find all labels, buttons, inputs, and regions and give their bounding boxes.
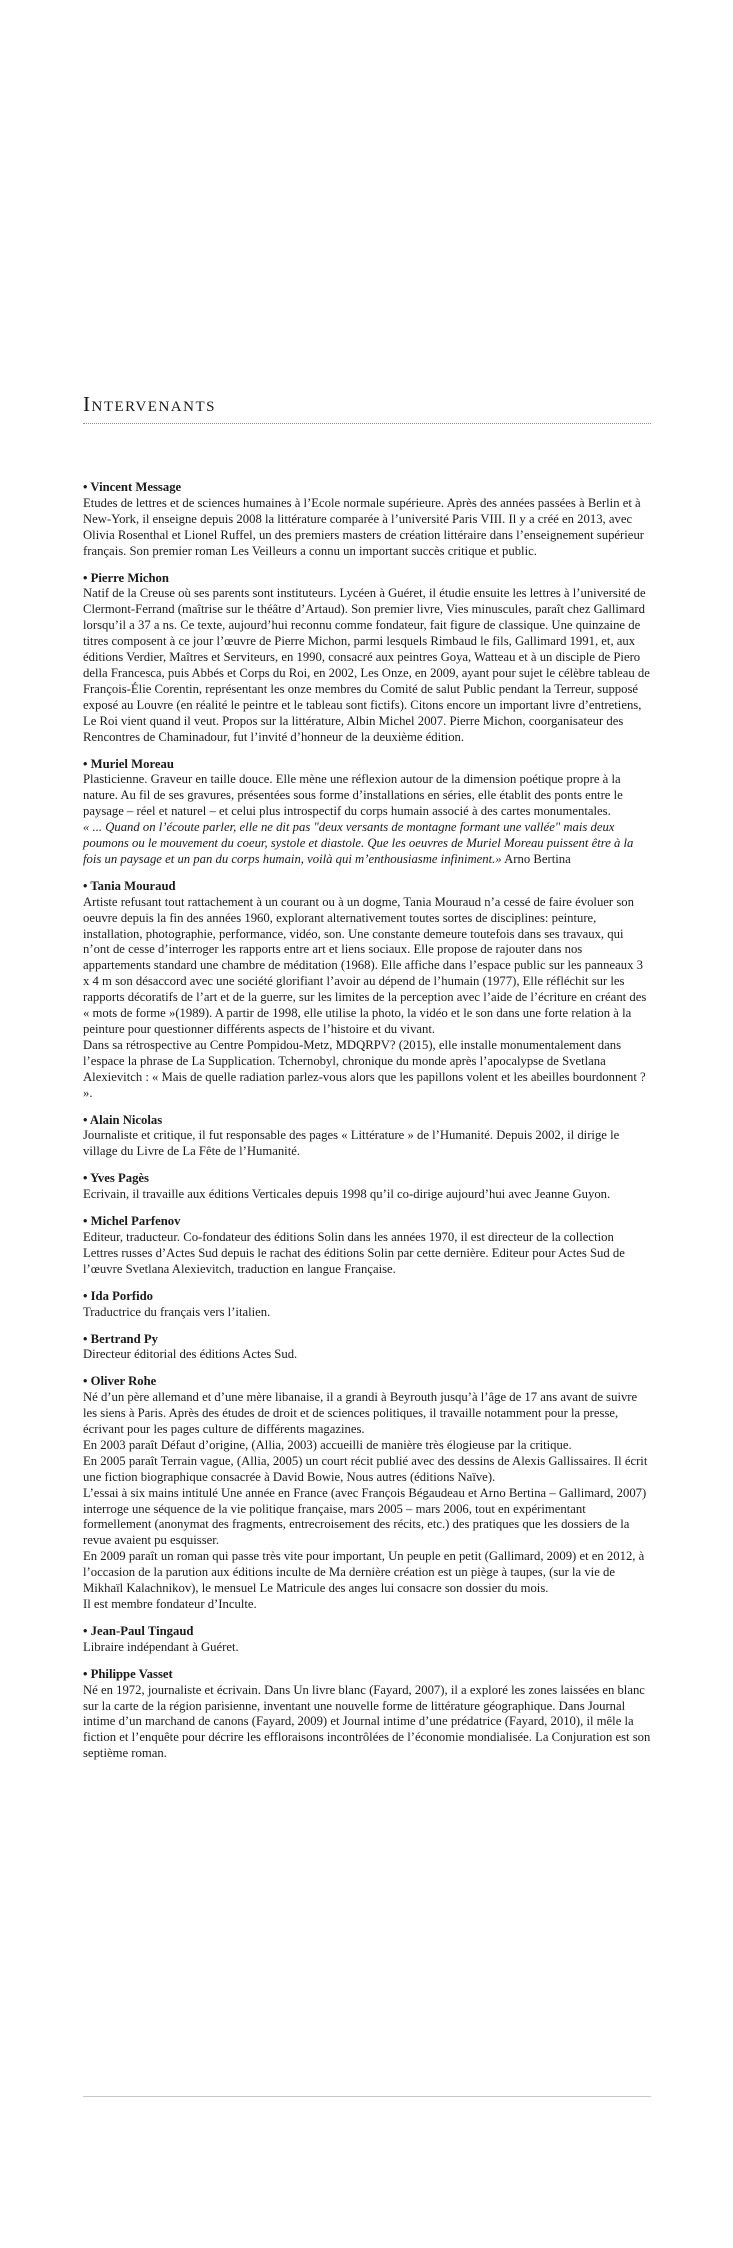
speaker-entry	[83, 1171, 651, 1203]
speaker-entry	[83, 1332, 651, 1364]
speaker-name: • Pierre Michon	[83, 570, 169, 585]
speaker-entry	[83, 480, 651, 560]
speaker-bio: Natif de la Creuse où ses parents sont instituteurs. Lycéen à Guéret, il étudie ensuite les lettres à l’université de Clermont-Ferrand (maîtrise sur le théâtre d’Artaud). Son premier livre, Vies minuscules, paraît chez Gallimard lorsqu’il a 37 a ns. Ce texte, aujourd’hui reconnu comme fondateur, fait figure de classique. Une quinzaine de titres composent à ce jour l’œuvre de Pierre Michon, parmi lesquels Rimbaud le fils, Gallimard 1991, et, aux éditions Verdier, Maîtres et Serviteurs, en 1990, consacré aux peintres Goya, Watteau et à un disciple de Piero della Francesca, puis Abbés et Corps du Roi, en 2002, Les Onze, en 2009, ayant pour sujet le célèbre tableau de François-Élie Corentin, représentant les onze membres du Comité de salut Public pendant la Terreur, supposé exposé au Louvre (en réalité le peintre et le tableau sont fictifs). Citons encore un important livre d’entretiens, Le Roi vient quand il veut. Propos sur la littérature, Albin Michel 2007. Pierre Michon, coorganisateur des Rencontres de Chaminadour, fut l’invité d’honneur de la deuxième édition.	[83, 586, 650, 744]
speaker-name: • Oliver Rohe	[83, 1374, 157, 1389]
speaker-bio: L’essai à six mains intitulé Une année en France (avec François Bégaudeau et Arno Bertina – Gallimard, 2007) interroge une séquence de la vie politique française, mars 2005 – mars 2006, tout en expérimentant formellement (anonymat des fragments, entrecroisement des récits, etc.) des pratiques que les dossiers de la revue avaient pu esquisser.	[83, 1485, 647, 1548]
speaker-bio: En 2005 paraît Terrain vague, (Allia, 2005) un court récit publié avec des dessins de Alexis Gallissaires. Il écrit une fiction biographique consacrée à David Bowie, Nous autres (éditions Naïve).	[83, 1453, 648, 1484]
speaker-bio: Ecrivain, il travaille aux éditions Verticales depuis 1998 qu’il co-dirige aujourd’hui avec Jeanne Guyon.	[83, 1187, 611, 1202]
speaker-name: • Alain Nicolas	[83, 1112, 163, 1127]
speaker-bio: En 2003 paraît Défaut d’origine, (Allia, 2003) accueilli de manière très élogieuse par la critique.	[83, 1437, 572, 1452]
speaker-name: • Yves Pagès	[83, 1171, 149, 1186]
speaker-bio: Etudes de lettres et de sciences humaines à l’Ecole normale supérieure. Après des années passées à Berlin et à New-York, il enseigne depuis 2008 la littérature comparée à l’université Paris VIII. Il y a créé en 2013, avec Olivia Rosenthal et Lionel Ruffel, un des premiers masters de création littéraire dans l’enseignement supérieur français. Son premier roman Les Veilleurs a connu un important succès critique et public.	[83, 495, 645, 558]
speaker-bio: Né en 1972, journaliste et écrivain. Dans Un livre blanc (Fayard, 2007), il a exploré les zones laissées en blanc sur la carte de la région parisienne, inventant une nouvelle forme de littérature géographique. Dans Journal intime d’un marchand de canons (Fayard, 2009) et Journal intime d’une prédatrice (Fayard, 2010), il mêle la fiction et l’enquête pour décrire les effloraisons incontrôlées de l’économie mondialisée. La Conjuration est son septième roman.	[83, 1682, 651, 1761]
speaker-entry	[83, 879, 651, 1102]
speakers-list	[83, 480, 651, 1773]
speaker-bio: Directeur éditorial des éditions Actes Sud.	[83, 1347, 298, 1362]
speaker-bio: Traductrice du français vers l’italien.	[83, 1304, 271, 1319]
speaker-name: • Philippe Vasset	[83, 1666, 173, 1681]
speaker-bio: Dans sa rétrospective au Centre Pompidou-Metz, MDQRPV? (2015), elle installe monumentalement dans l’espace la phrase de La Supplication. Tchernobyl, chronique du monde après l’apocalypse de Svetlana Alexievitch : « Mais de quelle radiation parlez-vous alors que les papillons volent et les abeilles bourdonnent ? ».	[83, 1037, 646, 1100]
speaker-entry	[83, 1113, 651, 1161]
speaker-entry	[83, 571, 651, 746]
speaker-entry	[83, 1289, 651, 1321]
speaker-bio: Plasticienne. Graveur en taille douce. Elle mène une réflexion autour de la dimension poétique propre à la nature. Au fil de ses gravures, présentées sous forme d’installations en séries, elle établit des ponts entre le paysage – réel et naturel – et celui plus introspectif du corps humain associé à des cartes monumentales.	[83, 772, 623, 819]
speaker-entry	[83, 1214, 651, 1278]
speaker-name: • Tania Mouraud	[83, 878, 176, 893]
speaker-entry	[83, 1624, 651, 1656]
speaker-bio: Il est membre fondateur d’Inculte.	[83, 1597, 257, 1611]
speaker-name: • Vincent Message	[83, 480, 182, 494]
speaker-name: • Muriel Moreau	[83, 756, 174, 771]
quote-author: Arno Bertina	[501, 851, 571, 866]
speaker-bio: Journaliste et critique, il fut responsable des pages « Littérature » de l’Humanité. Depuis 2002, il dirige le village du Livre de La Fête de l’Humanité.	[83, 1128, 620, 1159]
speaker-name: • Ida Porfido	[83, 1288, 153, 1303]
speaker-bio: Editeur, traducteur. Co-fondateur des éditions Solin dans les années 1970, il est directeur de la collection Lettres russes d’Actes Sud depuis le rachat des éditions Solin par cette dernière. Editeur pour Actes Sud de l’œuvre Svetlana Alexievitch, traduction en langue Française.	[83, 1229, 625, 1276]
speaker-bio: En 2009 paraît un roman qui passe très vite pour important, Un peuple en petit (Gallimard, 2009) et en 2012, à l’occasion de la parution aux éditions inculte de Ma dernière création est un piège à taupes, (sur la vie de Mikhaïl Kalachnikov), le mensuel Le Matricule des anges lui consacre son dossier du mois.	[83, 1549, 645, 1596]
section-title: Intervenants	[83, 392, 651, 424]
speaker-bio: Né d’un père allemand et d’une mère libanaise, il a grandi à Beyrouth jusqu’à l’âge de 17 ans avant de suivre les siens à Paris. Après des études de droit et de sciences politiques, il travaille notamment pour la presse, écrivant pour les pages culture de différents magazines.	[83, 1390, 638, 1437]
speaker-quote: « ... Quand on l’écoute parler, elle ne dit pas "deux versants de montagne formant une vallée" mais deux poumons ou le mouvement du coeur, systole et diastole. Que les oeuvres de Muriel Moreau puissent être à la fois un paysage et un pan du corps humain, voilà qui m’enthousiasme infiniment.»	[83, 820, 634, 866]
speaker-name: • Bertrand Py	[83, 1331, 158, 1346]
speaker-name: • Michel Parfenov	[83, 1214, 181, 1229]
speaker-bio: Libraire indépendant à Guéret.	[83, 1639, 239, 1654]
footer-divider	[83, 2096, 651, 2097]
speaker-quote-paragraph	[83, 820, 651, 868]
speaker-entry	[83, 757, 651, 868]
speaker-bio: Artiste refusant tout rattachement à un courant ou à un dogme, Tania Mouraud n’a cessé de faire évoluer son oeuvre depuis la fin des années 1960, explorant alternativement toutes sortes de disciplines: peinture, installation, photographie, performance, vidéo, son. Une constante demeure toutefois dans ses travaux, qui n’ont de cesse d’interroger les rapports entre art et liens sociaux. Elle propose de rajouter dans nos appartements standard une chambre de méditation (1968). Elle affiche dans l’espace public sur les panneaux 3 x 4 m son désaccord avec une société glorifiant l’avoir au dépend de l’humain (1977), Elle réfléchit sur les rapports décoratifs de l’art et de la guerre, sur les limites de la perception avec l’aide de l’écriture en créant des « mots de forme »(1989). A partir de 1998, elle utilise la photo, la vidéo et le son dans une forte relation à la peinture pour questionner différents aspects de l’histoire et du vivant.	[83, 894, 647, 1036]
speaker-entry	[83, 1374, 651, 1613]
speaker-entry	[83, 1667, 651, 1762]
speaker-name: • Jean-Paul Tingaud	[83, 1623, 194, 1638]
